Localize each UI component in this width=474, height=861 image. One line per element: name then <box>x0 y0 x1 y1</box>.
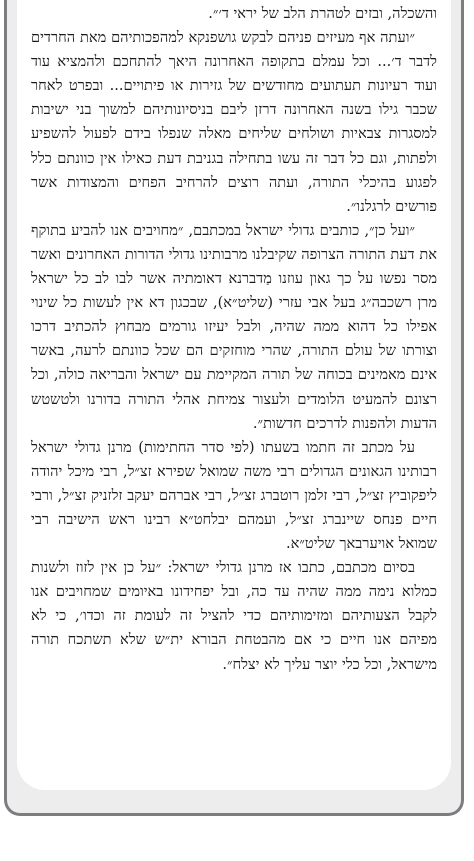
article-frame <box>4 0 464 816</box>
article-paragraph: והשכלה, ובזים לטהרת הלב של יראי ד׳״. <box>208 5 437 22</box>
article-sheet <box>17 0 451 790</box>
article-paragraph: ״ועתה אף מעיזים פניהם לבקש גושפנקא למהפכותיהם מאת החרדים לדבר ד׳... וכל עמלם בתקופה האחרונה היאך להתחכם ולהמציא עוד ועוד רעיונות תעתועים מחודשים של גזירות או פיתויים... ובפרט לאחר שכבר גילו בשנה האחרונה דרזן ליבם בניסיונותיהם למשוך בני ישיבות למסגרות צבאיות ושולחים שליחים מאלה שנפלו בידם לפעול להשפיע ולפתות, וגם כל דבר זה עשו בתחילה בגניבת דעת כאילו אין כוונתם כלל לפגוע בהיכלי התורה, ועתה רוצים להרחיב הפחים והמצודות אשר פורשים לרגלנו״. <box>31 29 437 215</box>
article-paragraph: ״ועל כן״, כותבים גדולי ישראל במכתבם, ״מחויבים אנו להביע בתוקף את דעת התורה הצרופה שקיבלנו מרבותינו גדולי הדורות האחרונים ואשר מסר נפשו על כך גאון עוזנו מַדברנא דאומתיה אשר לבו לב כל ישראל מרן רשכבה״ג בעל אבי עזרי (שליט״א), שבכגון דא אין לעשות כל שינוי אפילו כל דהוא ממה שהיה, ולבל יעיזו גורמים מבחוץ להכתיב דרכו וצורתו של עולם התורה, שהרי מוחזקים הם שכל כוונתם לרעה, באשר אינם מאמינים בכוחה של תורה המקיימת עם ישראל והבריאה כולה, וכל רצונם להמעיט הלומדים ולעצור צמיחת אהלי התורה בדורנו ולטשטש הדעות ולהפנות לדרכים חדשות״. <box>31 221 437 432</box>
article-paragraph: על מכתב זה חתמו בשעתו (לפי סדר החתימות) מרנן גדולי ישראל רבותינו הגאונים הגדולים רבי משה שמואל שפירא זצ״ל, רבי מיכל יהודה ליפקוביץ זצ״ל, רבי זלמן רוטברג זצ״ל, רבי אברהם יעקב זלזניק זצ״ל, ורבי חיים פנחס שיינברג זצ״ל, ועמהם יבלחט״א רבינו ראש הישיבה רבי שמואל אויערבאך שליט״א. <box>31 438 437 553</box>
article-paragraph: בסיום מכתבם, כתבו אז מרנן גדולי ישראל: ״על כן אין לזוז ולשנות כמלוא נימה ממה שהיה עד כה, ובל יפחידונו באיומים שמחויבים אנו לקבל הצעותיהם ומזימותיהם כדי להציל זה לעומת זה וכדו׳, כי לא מפיהם אנו חיים כי אם מהבטחת הבורא ית״ש שלא תשתכח תורה מישראל, וכל כלי יוצר עליך לא יצלח״. <box>31 559 437 673</box>
article-body <box>31 2 437 677</box>
